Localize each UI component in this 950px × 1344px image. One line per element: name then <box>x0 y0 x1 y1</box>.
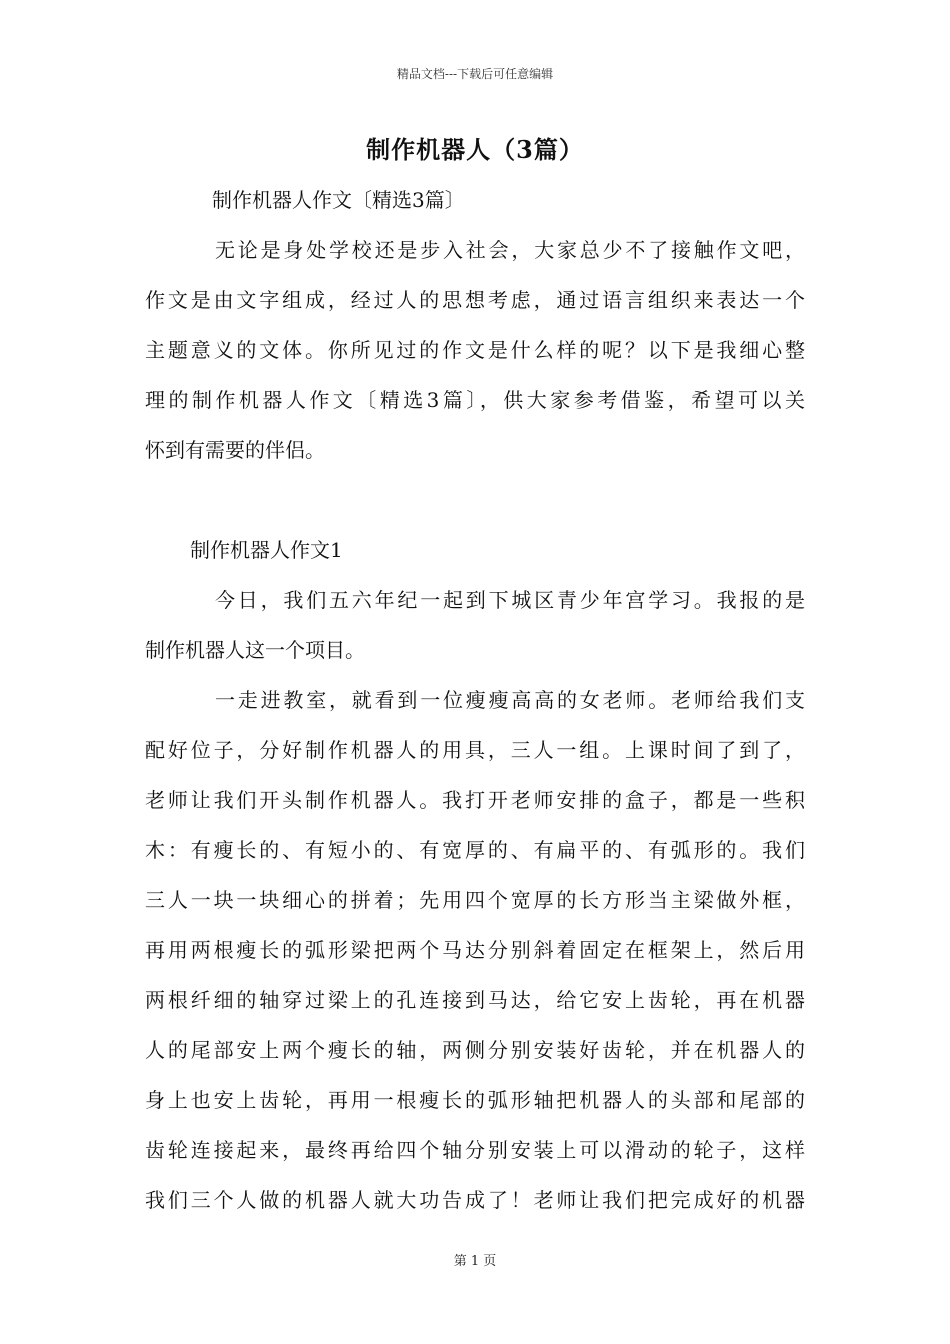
page-header: 精品文档---下载后可任意编辑 <box>396 67 554 81</box>
paragraph-line: 一走进教室，就看到一位瘦瘦高高的女老师。老师给我们支 <box>215 688 805 712</box>
paragraph-line: 今日，我们五六年纪一起到下城区青少年宫学习。我报的是 <box>215 588 805 612</box>
document-subtitle: 制作机器人作文〔精选3篇〕 <box>212 188 465 212</box>
intro-line: 怀到有需要的伴侣。 <box>145 438 325 462</box>
intro-line: 作文是由文字组成，经过人的思想考虑，通过语言组织来表达一个 <box>145 288 805 312</box>
paragraph-line: 齿轮连接起来，最终再给四个轴分别安装上可以滑动的轮子，这样 <box>145 1138 805 1162</box>
paragraph-line: 两根纤细的轴穿过梁上的孔连接到马达，给它安上齿轮，再在机器 <box>145 988 805 1012</box>
paragraph-line: 三人一块一块细心的拼着；先用四个宽厚的长方形当主梁做外框， <box>145 888 805 912</box>
paragraph-line: 我们三个人做的机器人就大功告成了！老师让我们把完成好的机器 <box>145 1188 805 1212</box>
paragraph-line: 身上也安上齿轮，再用一根瘦长的弧形轴把机器人的头部和尾部的 <box>145 1088 805 1112</box>
intro-line: 无论是身处学校还是步入社会，大家总少不了接触作文吧， <box>215 238 805 262</box>
intro-line: 主题意义的文体。你所见过的作文是什么样的呢？以下是我细心整 <box>145 338 805 362</box>
page-footer: 第 1 页 <box>453 1254 497 1269</box>
section-heading: 制作机器人作文1 <box>190 538 343 562</box>
document-title: 制作机器人（3篇） <box>366 135 584 164</box>
intro-line: 理的制作机器人作文〔精选3篇〕，供大家参考借鉴，希望可以关 <box>145 388 805 412</box>
paragraph-line: 老师让我们开头制作机器人。我打开老师安排的盒子，都是一些积 <box>145 788 805 812</box>
paragraph-line: 再用两根瘦长的弧形梁把两个马达分别斜着固定在框架上，然后用 <box>145 938 805 962</box>
paragraph-line: 配好位子，分好制作机器人的用具，三人一组。上课时间了到了， <box>145 738 805 762</box>
paragraph-line: 人的尾部安上两个瘦长的轴，两侧分别安装好齿轮，并在机器人的 <box>145 1038 805 1062</box>
paragraph-line: 木：有瘦长的、有短小的、有宽厚的、有扁平的、有弧形的。我们 <box>145 838 805 862</box>
paragraph-line: 制作机器人这一个项目。 <box>145 638 365 662</box>
